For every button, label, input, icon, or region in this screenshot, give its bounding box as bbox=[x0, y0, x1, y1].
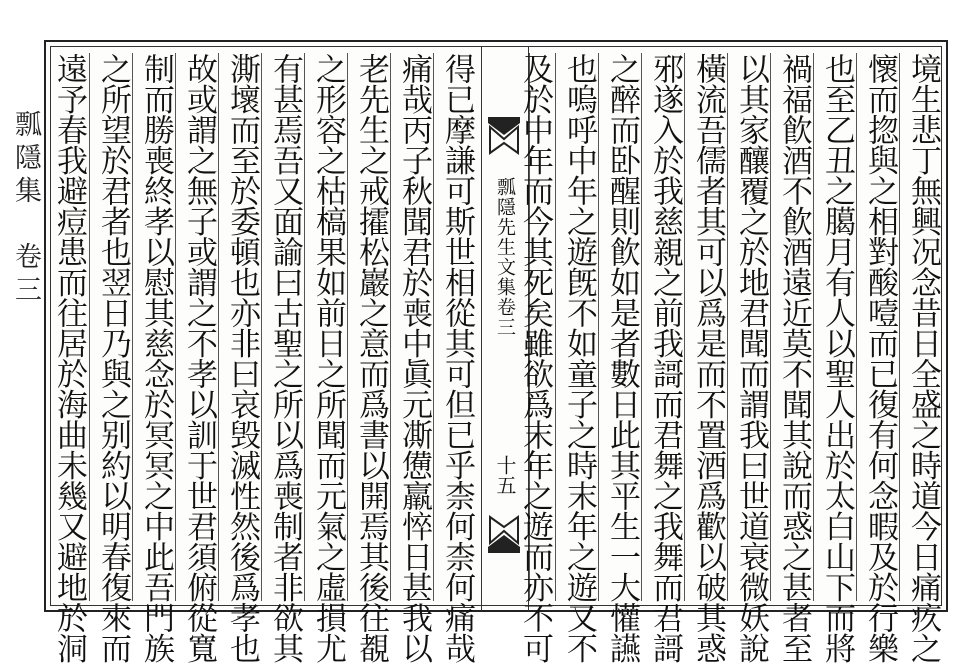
text-column: 境生悲丁無興况念昔日全盛之時道今日痛疚之 bbox=[899, 53, 944, 601]
center-book-title: 瓢隱先生文集卷三 bbox=[494, 177, 516, 337]
text-column: 之所望於君者也翌日乃與之别約以明春復來而 bbox=[89, 53, 134, 601]
text-column: 痛哉丙子秋聞君於喪中眞元凘憊羸悴日甚我以 bbox=[390, 53, 435, 601]
document-frame bbox=[44, 40, 948, 663]
text-column: 之醉而卧醒則飮如是者數日此其平生一大懽讌 bbox=[598, 53, 643, 601]
text-column: 也嗚呼中年之遊旣不如童子之時末年之遊又不 bbox=[555, 53, 600, 601]
text-column: 也至乙丑之臈月有人以聖人出於太白山下而將 bbox=[813, 53, 858, 601]
text-column: 有甚焉吾又面諭曰古聖之所以爲喪制者非欲其 bbox=[261, 53, 306, 601]
text-column: 邪遂入於我慈親之前我謌而君舞之我舞而君謌 bbox=[641, 53, 686, 601]
text-column: 及於中年而今其死矣雖欲爲末年之遊而亦不可 bbox=[529, 53, 556, 601]
frame-inner bbox=[50, 46, 942, 663]
text-column: 之形容之枯槁果如前日之所聞而元氣之虛損尤 bbox=[304, 53, 349, 601]
text-column: 得已摩謙可斯世相從其可但已乎柰何柰何痛哉 bbox=[433, 53, 478, 601]
text-column: 懷而㧾與之相對酸噎而已復有何念暇及於行樂 bbox=[856, 53, 901, 601]
text-column: 禍福飮酒不飮酒遠近莫不聞其說而惑之甚者至 bbox=[770, 53, 815, 601]
text-column: 遠予春我避痘患而往居於海曲未幾又避地於洞 bbox=[51, 53, 87, 663]
text-column: 制而勝喪終孝以慰其慈念於冥冥之中此吾門族 bbox=[132, 53, 177, 601]
text-column: 以其家釀覆之於地君聞而謂我曰世道衰微妖說 bbox=[727, 53, 772, 601]
page-number: 十五 bbox=[493, 455, 517, 495]
text-column: 澌壞而至於委頓也亦非曰哀毁滅性然後爲孝也 bbox=[218, 53, 263, 601]
side-title: 瓢隱集 卷三 bbox=[10, 110, 41, 308]
text-column: 老先生之戒攉松巖之意而爲書以開焉其後往覩 bbox=[347, 53, 392, 601]
text-column: 橫流吾儒者其可以爲是而不置酒爲歡以破其惑 bbox=[684, 53, 729, 601]
text-column: 故或謂之無子或謂之不孝以訓于世君須俯從寬 bbox=[175, 53, 220, 601]
